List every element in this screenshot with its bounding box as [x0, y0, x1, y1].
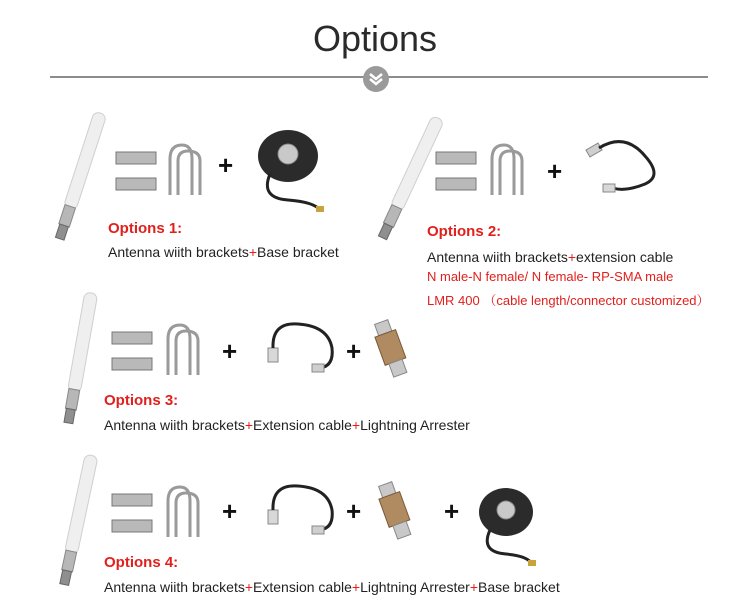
option-2-description: Antenna wiith brackets+extension cable: [427, 249, 674, 265]
bracket-plates-image: [116, 150, 158, 200]
base-bracket-image: [250, 118, 330, 218]
option-2-title: Options 2:: [427, 223, 502, 240]
bracket-plates-image: [436, 150, 478, 200]
page-title: Options: [312, 18, 438, 59]
antenna-image: [50, 290, 110, 435]
u-bolt-image: [162, 323, 206, 386]
option-4-title: Options 4:: [104, 554, 179, 571]
option-2-cable-note: LMR 400 （cable length/connector customized）: [427, 293, 710, 308]
plus-sign: +: [547, 156, 563, 186]
option-4-description: Antenna wiith brackets+Extension cable+Lightning Arrester+Base bracket: [104, 579, 560, 595]
plus-sign: +: [222, 336, 238, 366]
option-3-title: Options 3:: [104, 392, 179, 409]
u-bolt-image: [162, 485, 206, 548]
option-1-title: Options 1:: [108, 220, 183, 237]
u-bolt-image: [164, 143, 208, 206]
plus-sign: +: [346, 496, 362, 526]
bracket-plates-image: [112, 492, 154, 542]
lightning-arrester-image: [376, 480, 416, 547]
extension-cable-image: [262, 480, 342, 545]
plus-sign: +: [346, 336, 362, 366]
chevron-down-icon: [363, 66, 389, 92]
antenna-image: [48, 452, 108, 597]
lightning-arrester-image: [372, 318, 412, 385]
bracket-plates-image: [112, 330, 154, 380]
option-2-connector-note: N male-N female/ N female- RP-SMA male: [427, 269, 674, 284]
option-1-description: Antenna wiith brackets+Base bracket: [108, 244, 339, 260]
base-bracket-image: [472, 478, 542, 573]
plus-sign: +: [218, 150, 234, 180]
option-3-description: Antenna wiith brackets+Extension cable+Lightning Arrester: [104, 417, 470, 433]
plus-sign: +: [444, 496, 460, 526]
u-bolt-image: [486, 143, 530, 206]
plus-sign: +: [222, 496, 238, 526]
extension-cable-image: [262, 318, 342, 383]
extension-cable-image: [585, 136, 665, 201]
